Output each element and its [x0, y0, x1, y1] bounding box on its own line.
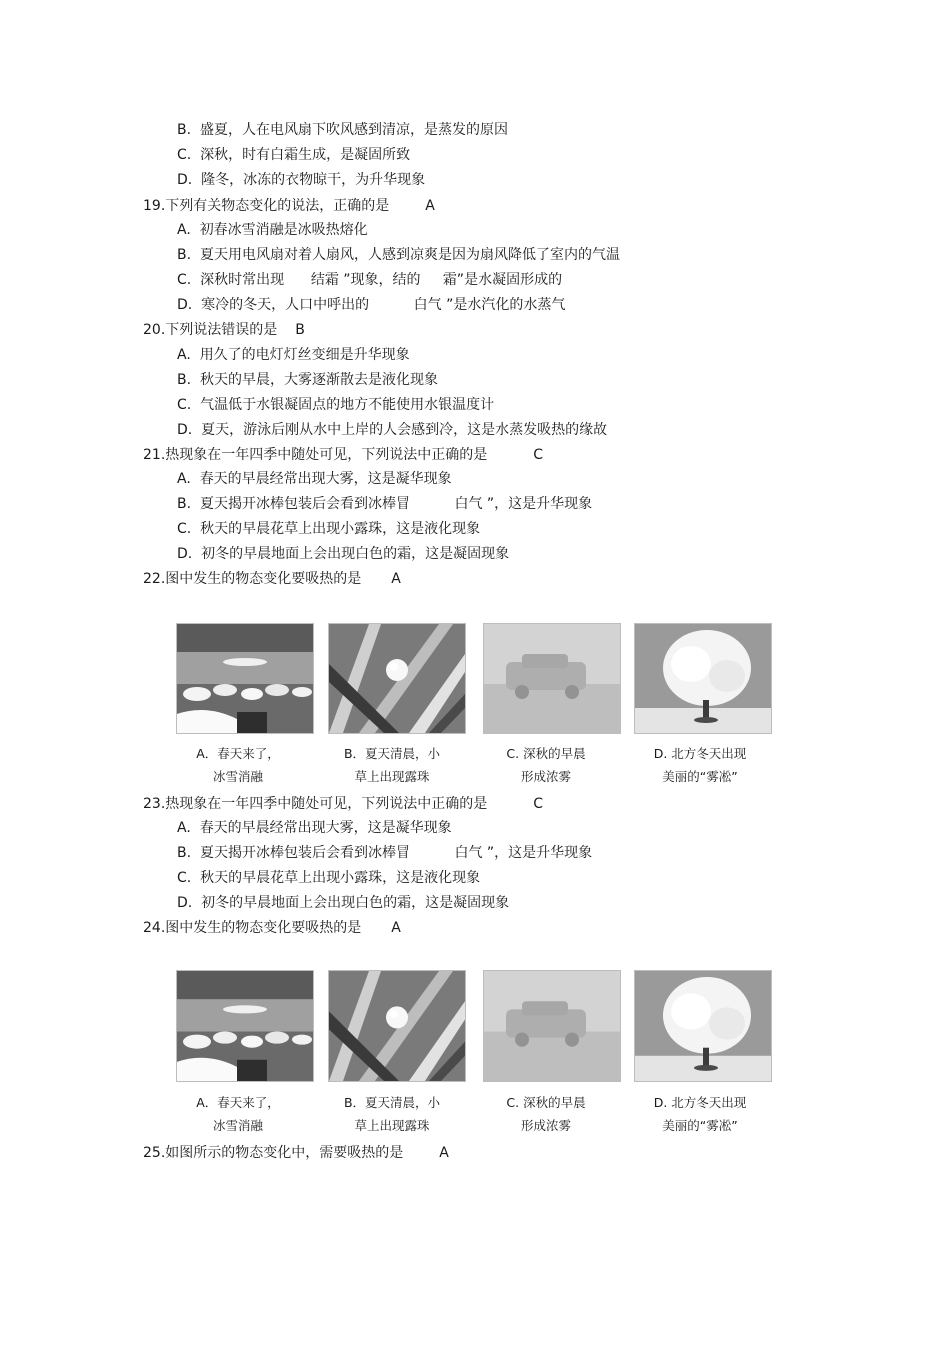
photo-fog — [483, 623, 621, 734]
photo-dew-on-grass — [328, 623, 466, 734]
photo-rime-tree — [634, 623, 772, 734]
q22-answer: A — [391, 571, 401, 587]
q21-stem: 21.热现象在一年四季中随处可见，下列说法中正确的是 C — [143, 447, 544, 463]
q23-option-d: D. 初冬的早晨地面上会出现白色的霜，这是凝固现象 — [177, 895, 510, 911]
q20-answer: B — [295, 322, 305, 338]
q21-option-a: A. 春天的早晨经常出现大雾，这是凝华现象 — [177, 471, 452, 487]
q19-stem: 19.下列有关物态变化的说法，正确的是 A — [143, 198, 435, 214]
q24-caption-a: A．春天来了， 冰雪消融 — [196, 1095, 280, 1133]
q24-caption-b: B．夏天清晨，小 草上出现露珠 — [343, 1095, 441, 1133]
q20-option-d: D. 夏天，游泳后刚从水中上岸的人会感到冷，这是水蒸发吸热的缘故 — [177, 422, 608, 438]
q19-option-d: D. 寒冷的冬天，人口中呼出的 白气 ”是水汽化的水蒸气 — [177, 297, 566, 313]
q23-option-c: C. 秋天的早晨花草上出现小露珠，这是液化现象 — [177, 870, 481, 886]
photo-fog — [483, 970, 621, 1082]
q25-stem: 25.如图所示的物态变化中，需要吸热的是 A — [143, 1145, 449, 1161]
q22-caption-d: D. 北方冬天出现 美丽的“雾凇” — [653, 746, 747, 784]
q20-option-b: B. 秋天的早晨，大雾逐渐散去是液化现象 — [177, 372, 438, 388]
q22-stem: 22.图中发生的物态变化要吸热的是 A — [143, 571, 401, 587]
q20-option-c: C. 气温低于水银凝固点的地方不能使用水银温度计 — [177, 397, 495, 413]
q23-stem: 23.热现象在一年四季中随处可见，下列说法中正确的是 C — [143, 796, 544, 812]
q23-option-b: B. 夏天揭开冰棒包装后会看到冰棒冒 白气 ”，这是升华现象 — [177, 845, 593, 861]
q19-option-a: A. 初春冰雪消融是冰吸热熔化 — [177, 222, 368, 238]
q20-option-a: A. 用久了的电灯灯丝变细是升华现象 — [177, 347, 410, 363]
q23-option-a: A. 春天的早晨经常出现大雾，这是凝华现象 — [177, 820, 452, 836]
q24-stem: 24.图中发生的物态变化要吸热的是 A — [143, 920, 401, 936]
q24-caption-c: C. 深秋的早晨 形成浓雾 — [506, 1095, 586, 1133]
q19-answer: A — [425, 198, 435, 214]
q19-option-c: C. 深秋时常出现 结霜 ”现象，结的 霜”是水凝固形成的 — [177, 272, 563, 288]
q23-answer: C — [533, 796, 544, 812]
q22-caption-a: A．春天来了， 冰雪消融 — [196, 746, 280, 784]
photo-rime-tree — [634, 970, 772, 1082]
q22-caption-b: B．夏天清晨，小 草上出现露珠 — [343, 746, 441, 784]
q21-option-b: B. 夏天揭开冰棒包装后会看到冰棒冒 白气 ”，这是升华现象 — [177, 496, 593, 512]
q18-option-d: D. 隆冬，冰冻的衣物晾干，为升华现象 — [177, 172, 426, 188]
q19-option-b: B. 夏天用电风扇对着人扇风，人感到凉爽是因为扇风降低了室内的气温 — [177, 247, 620, 263]
q18-option-b: B. 盛夏，人在电风扇下吹风感到清凉，是蒸发的原因 — [177, 122, 508, 138]
q21-option-c: C. 秋天的早晨花草上出现小露珠，这是液化现象 — [177, 521, 481, 537]
q22-caption-c: C. 深秋的早晨 形成浓雾 — [506, 746, 586, 784]
q24-answer: A — [391, 920, 401, 936]
q18-option-c: C. 深秋，时有白霜生成，是凝固所致 — [177, 147, 411, 163]
photo-dew-on-grass — [328, 970, 466, 1082]
photo-snow-melting — [176, 623, 314, 734]
q25-answer: A — [439, 1145, 449, 1161]
q20-stem: 20.下列说法错误的是 B — [143, 322, 305, 338]
q21-answer: C — [533, 447, 544, 463]
photo-snow-melting — [176, 970, 314, 1082]
q21-option-d: D. 初冬的早晨地面上会出现白色的霜，这是凝固现象 — [177, 546, 510, 562]
q24-caption-d: D. 北方冬天出现 美丽的“雾凇” — [653, 1095, 747, 1133]
